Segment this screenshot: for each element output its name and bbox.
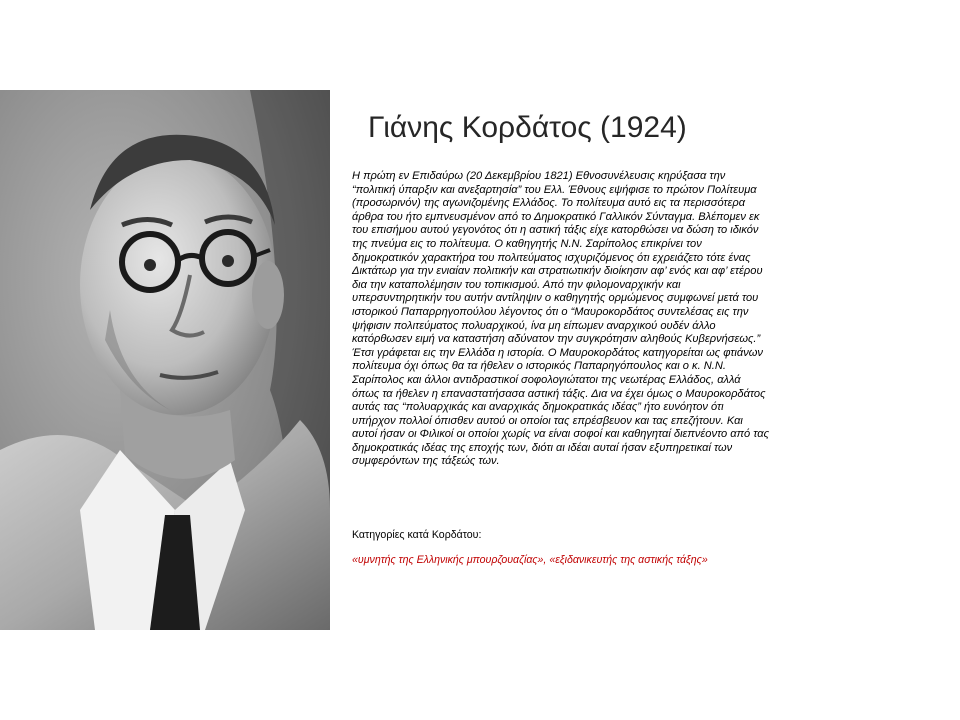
portrait-photo (0, 90, 330, 630)
slide-title: Γιάνης Κορδάτος (1924) (368, 111, 687, 144)
categories-values: «υμνητής της Ελληνικής μπουρζουαζίας», «εξιδανικευτής της αστικής τάξης» (352, 554, 708, 566)
portrait-image (0, 90, 330, 630)
categories-label: Κατηγορίες κατά Κορδάτου: (352, 529, 482, 541)
body-paragraph: Η πρώτη εν Επιδαύρω (20 Δεκεμβρίου 1821) Εθνοσυνέλευσις κηρύξασα την “πολιτική ύπαρξιν και ανεξαρτησία” του Ελλ. Έθνους εψήφισε το πρώτον Πολίτευμα (προσωρινόν) της αγωνιζομένης Ελλάδος. Το πολίτευμα αυτό εις τα περισσότερα άρθρα του ήτο εμπνευσμένον από το Δημοκρατικό Γαλλικόν Σύνταγμα. Βλέπομεν εκ του επισήμου αυτού γεγονότος ότι η αστική τάξις είχε κατορθώσει να δώση το ιδικόν της πνεύμα εις το πολίτευμα. Ο καθηγητής Ν.Ν. Σαρίπολος επικρίνει τον δημοκρατικόν χαρακτήρα του πολιτεύματος ισχυριζόμενος ότι εχρειάζετο τότε ένας Δικτάτωρ για την ενιαίαν πολιτικήν και στρατιωτικήν διοίκησιν αφ’ ενός και αφ’ ετέρου δια την καταπολέμησιν του τοπικισμού. Από την φιλομοναρχικήν και υπερσυντηρητικήν του αυτήν αντίληψιν ο καθηγητής ορμώμενος συμφωνεί μετά του ιστορικού Παπαρρηγοπούλου λέγοντος ότι ο “Μαυροκορδάτος συντελέσας εις την ψήφισιν πολιτεύματος πολυαρχικού, ίνα μη είπωμεν αναρχικού ουδέν άλλο κατόρθωσεν ειμή να καταστήση αδύνατον την συγκρότησιν αληθούς Κυβερνήσεως.” Έτσι γράφεται εις την Ελλάδα η ιστορία. Ο Μαυροκορδάτος κατηγορείται ως φτιάνων πολίτευμα όχι όπως θα τα ήθελεν ο ιστορικός Παπαρηγόπουλος και ο κ. Ν.Ν. Σαρίπολος και άλλοι αντιδραστικοί σοφολογιώτατοι της νεωτέρας Ελλάδος, αλλά όπως τα ήθελεν η επαναστατήσασα αστική τάξις. Δια να έχει όμως ο Μαυροκορδάτος αυτάς τας “πολυαρχικάς και αναρχικάς δημοκρατικάς ιδέας” ήτο ευνόητον ότι υπήρχον πολλοί όπισθεν αυτού οι οποίοι τας επρέσβευον και τας επεζήτουν. Και αυτοί ήσαν οι Φιλικοί οι οποίοι χωρίς να είναι σοφοί και καθηγηταί διεπνέοντο από τας δημοκρατικάς ιδέας της εποχής των, διότι αι ιδέαι αυταί ήσαν εξυπηρετικαί των συμφερόντων της τάξεώς των. (352, 170, 769, 468)
